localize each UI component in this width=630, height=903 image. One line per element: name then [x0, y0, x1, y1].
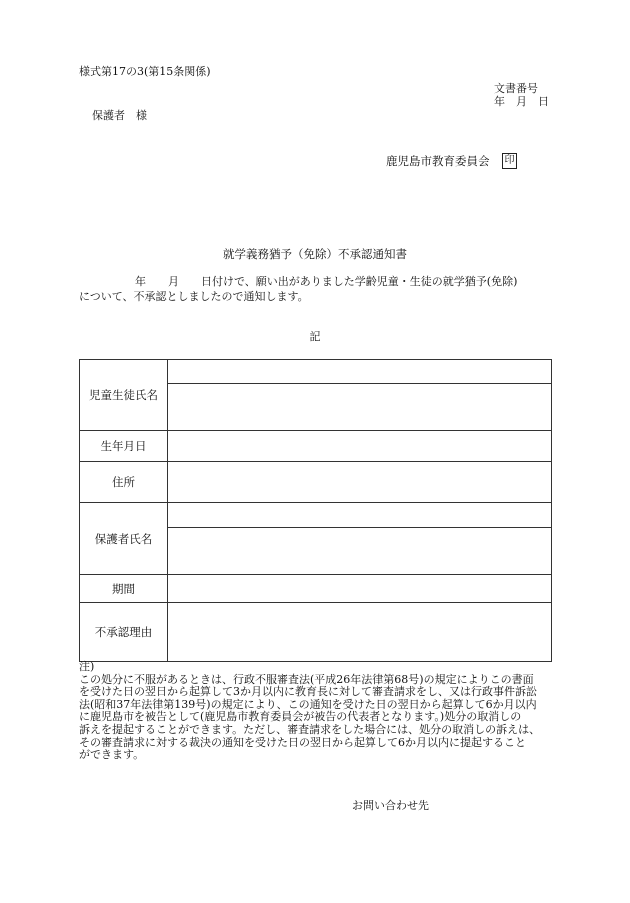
period-label: 期間 — [80, 575, 168, 603]
guardian-name-furigana-field[interactable] — [168, 503, 552, 528]
table-row — [80, 462, 552, 503]
document-number-label: 文書番号 — [494, 82, 538, 95]
note-line: を受けた日の翌日から起算して3か月以内に教育長に対して審査請求をし、又は行政事件訴訟 — [79, 685, 537, 699]
body-text-line-1: 年 月 日付けで、願い出がありました学齢児童・生徒の就学猶予(免除) — [135, 275, 518, 288]
detail-table — [79, 359, 552, 662]
note-label: 注) — [79, 660, 95, 673]
note-line: その審査請求に対する裁決の通知を受けた日の翌日から起算して6か月以内に提起すること — [79, 735, 526, 749]
seal-mark: 印 — [502, 153, 517, 169]
address-field[interactable] — [168, 462, 552, 503]
note-block — [79, 661, 559, 762]
document-title: 就学義務猶予（免除）不承認通知書 — [223, 247, 407, 261]
student-name-field[interactable] — [168, 384, 552, 431]
table-row — [80, 503, 552, 528]
note-line: に鹿児島市を被告として(鹿児島市教育委員会が被告の代表者となります。)処分の取消しの — [79, 710, 522, 724]
table-row — [80, 603, 552, 662]
address-label: 住所 — [80, 462, 168, 503]
table-row — [80, 575, 552, 603]
student-name-furigana-field[interactable] — [168, 360, 552, 384]
birthdate-field[interactable] — [168, 431, 552, 462]
student-name-label: 児童生徒氏名 — [80, 360, 168, 431]
birthdate-label: 生年月日 — [80, 431, 168, 462]
table-row — [80, 360, 552, 384]
reason-label: 不承認理由 — [80, 603, 168, 662]
ki-heading: 記 — [309, 330, 321, 343]
table-row — [80, 431, 552, 462]
body-text-line-2: について、不承認としましたので通知します。 — [79, 290, 309, 303]
guardian-name-field[interactable] — [168, 528, 552, 575]
form-identifier: 様式第17の3(第15条関係) — [79, 65, 211, 78]
reason-field[interactable] — [168, 603, 552, 662]
contact-label: お問い合わせ先 — [352, 799, 429, 812]
issue-date-label: 年 月 日 — [494, 95, 549, 108]
addressee: 保護者 様 — [92, 109, 147, 122]
guardian-name-label: 保護者氏名 — [80, 503, 168, 575]
issuer-name: 鹿児島市教育委員会 — [386, 154, 490, 168]
note-line: 法(昭和37年法律第139号)の規定により、この通知を受けた日の翌日から起算して6か月以内 — [79, 697, 537, 711]
note-line: この処分に不服があるときは、行政不服審査法(平成26年法律第68号)の規定によりこの書面 — [79, 672, 534, 686]
period-field[interactable] — [168, 575, 552, 603]
note-line: ができます。 — [79, 748, 145, 762]
note-line: 訴えを提起することができます。ただし、審査請求をした場合には、処分の取消しの訴えは、 — [79, 722, 541, 736]
